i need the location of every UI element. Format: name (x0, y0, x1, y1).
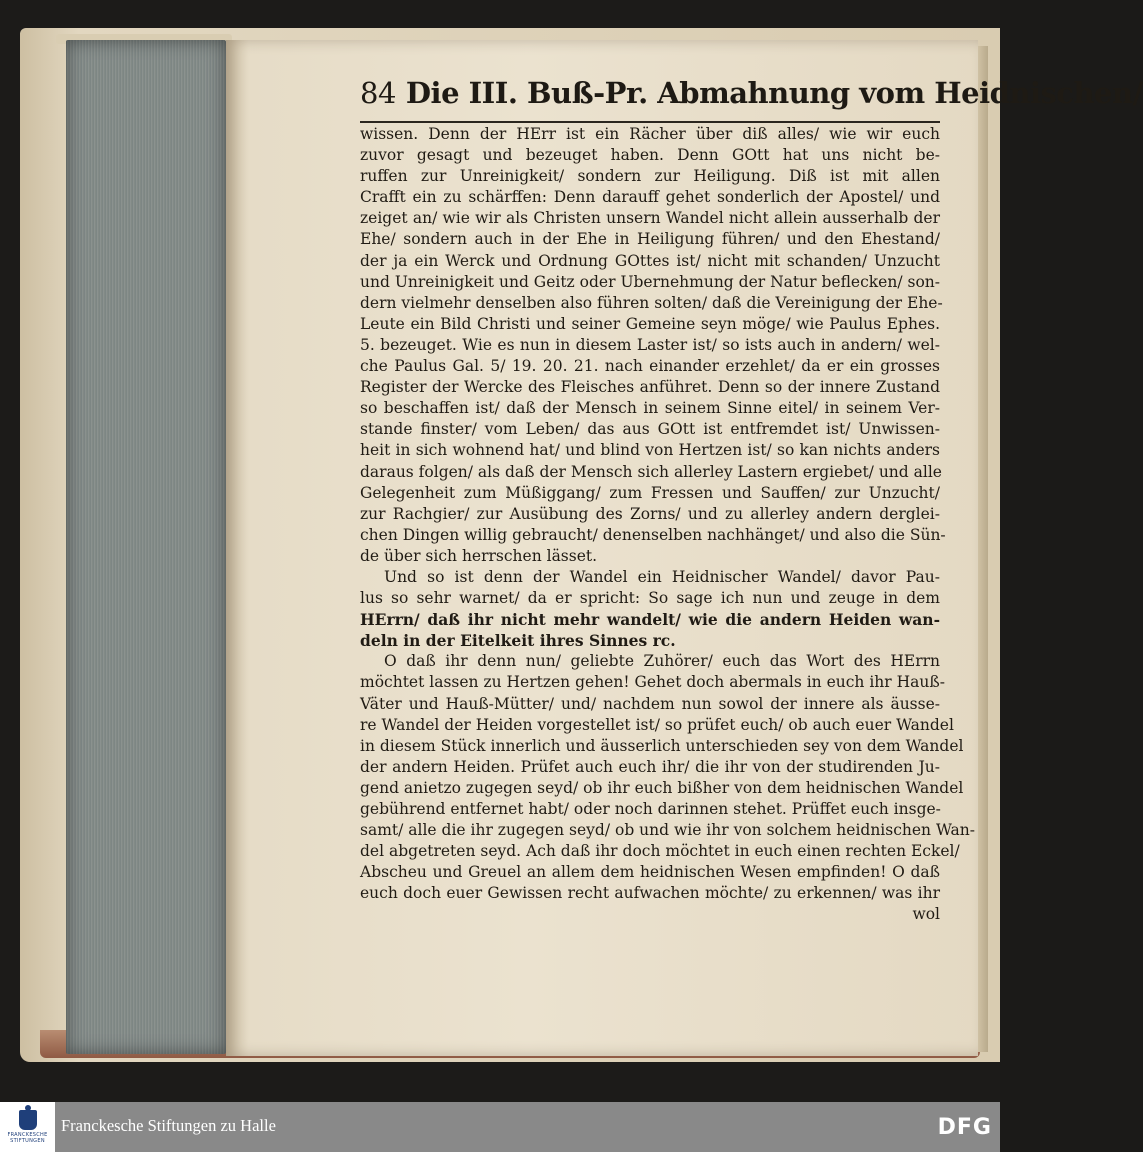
text-line: gend anietzo zugegen seyd/ ob ihr euch bißher von dem heidnischen Wandel (360, 778, 964, 797)
institution-logo[interactable] (0, 1102, 55, 1152)
text-line: ruffen zur Unreinigkeit/ sondern zur Heiligung. Diß ist mit allen (360, 167, 940, 186)
text-line: gebührend entfernet habt/ oder noch darinnen stehet. Prüffet euch insge- (360, 800, 941, 818)
body-text (360, 124, 976, 926)
footer-bar (0, 1102, 1000, 1152)
text-line: möchtet lassen zu Hertzen gehen! Gehet doch abermals in euch ihr Hauß- (360, 673, 945, 692)
text-line: lus so sehr warnet/ da er spricht: So sage ich nun und zeuge in dem (360, 589, 940, 608)
page-header (360, 76, 1143, 116)
text-line: dern vielmehr denselben also führen solten/ daß die Vereinigung der Ehe- (360, 293, 943, 312)
page-edges (66, 40, 226, 1054)
text-line: Und so ist denn der Wandel ein Heidnischer Wandel/ davor Pau- (384, 567, 940, 586)
text-line: del abgetreten seyd. Ach daß ihr doch möchtet in euch einen rechten Eckel/ (360, 842, 960, 861)
text-line: Ehe/ sondern auch in der Ehe in Heiligung führen/ und den Ehestand/ (360, 230, 940, 249)
dfg-logo[interactable]: DFG (937, 1115, 992, 1140)
text-line: O daß ihr denn nun/ geliebte Zuhörer/ euch das Wort des HErrn (384, 652, 940, 671)
text-line: che Paulus Gal. 5/ 19. 20. 21. nach einander erzehlet/ da er ein grosses (360, 357, 940, 376)
text-line: Väter und Hauß-Mütter/ und/ nachdem nun sowol der innere als äusse- (360, 694, 940, 713)
page-right-edge (978, 46, 988, 1052)
text-line: Crafft ein zu schärffen: Denn darauff gehet sonderlich der Apostel/ und (360, 188, 940, 207)
text-line: in diesem Stück innerlich und äusserlich unterschieden sey von dem Wandel (360, 736, 964, 755)
text-line: samt/ alle die ihr zugegen seyd/ ob und wie ihr von solchem heidnischen Wan- (360, 821, 976, 840)
text-line: der ja ein Werck und Ordnung GOttes ist/ nicht mit schanden/ Unzucht (360, 251, 940, 270)
text-line: chen Dingen willig gebraucht/ denenselben nachhänget/ und also die Sün- (360, 525, 946, 544)
catchword: wol (912, 905, 940, 924)
text-line: re Wandel der Heiden vorgestellet ist/ so prüfet euch/ ob auch euer Wandel (360, 715, 954, 734)
text-line: heit in sich wohnend hat/ und blind von Hertzen ist/ so kan nichts anders (360, 441, 940, 460)
text-line: de über sich herrschen lässet. (360, 546, 598, 565)
text-line: 5. bezeuget. Wie es nun in diesem Laster ist/ so ists auch in andern/ wel- (360, 335, 940, 354)
institution-name[interactable]: Franckesche Stiftungen zu Halle (61, 1116, 276, 1135)
text-line: zur Rachgier/ zur Ausübung des Zorns/ und zu allerley andern derglei- (360, 504, 940, 523)
header-rule (360, 121, 940, 123)
text-line: daraus folgen/ als daß der Mensch sich allerley Lastern ergiebet/ und alle (360, 462, 942, 481)
building-icon (19, 1110, 37, 1130)
logo-text: FRANCKESCHE STIFTUNGEN (7, 1132, 48, 1144)
text-line: zuvor gesagt und bezeuget haben. Denn GOtt hat uns nicht be- (360, 146, 940, 165)
text-line: Gelegenheit zum Müßiggang/ zum Fressen und Sauffen/ zur Unzucht/ (360, 483, 940, 502)
page-number: 84 (360, 76, 396, 110)
text-line: Register der Wercke des Fleisches anführet. Denn so der innere Zustand (360, 378, 940, 397)
text-line: so beschaffen ist/ daß der Mensch in seinem Sinne eitel/ in seinem Ver- (360, 399, 940, 418)
text-line: Leute ein Bild Christi und seiner Gemeine seyn möge/ wie Paulus Ephes. (360, 314, 940, 333)
text-line: und Unreinigkeit und Geitz oder Ubernehmung der Natur beflecken/ son- (360, 272, 940, 291)
running-title: Die III. Buß-Pr. Abmahnung vom Heidnischen/ (405, 76, 1143, 110)
text-line: Abscheu und Greuel an allem dem heidnischen Wesen empfinden! O daß (360, 863, 940, 882)
text-line: zeiget an/ wie wir als Christen unsern Wandel nicht allein ausserhalb der (360, 209, 940, 228)
text-line: der andern Heiden. Prüfet auch euch ihr/ die ihr von der studirenden Ju- (360, 757, 940, 776)
text-line: wissen. Denn der HErr ist ein Rächer über diß alles/ wie wir euch (360, 125, 940, 143)
text-line: deln in der Eitelkeit ihres Sinnes rc. (360, 631, 676, 651)
text-line: euch doch euer Gewissen recht aufwachen möchte/ zu erkennen/ was ihr (360, 884, 940, 903)
text-line: stande finster/ vom Leben/ das aus GOtt ist entfremdet ist/ Unwissen- (360, 420, 940, 439)
text-line: HErrn/ daß ihr nicht mehr wandelt/ wie die andern Heiden wan- (360, 610, 940, 630)
